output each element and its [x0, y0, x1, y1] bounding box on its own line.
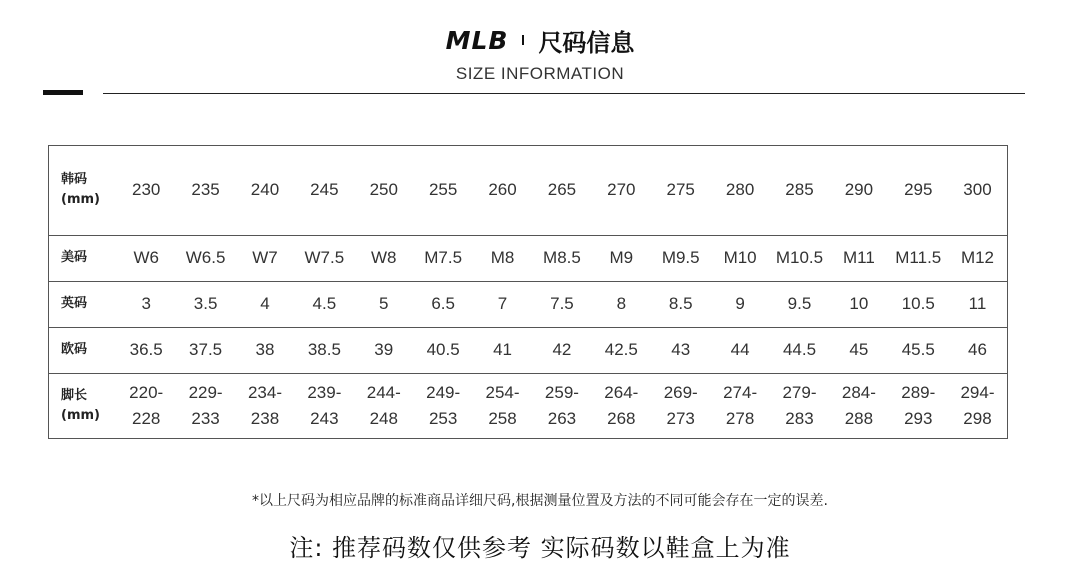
table-cell: 5 [354, 281, 413, 327]
table-cell: 9.5 [770, 281, 829, 327]
table-cell: W6.5 [176, 235, 235, 281]
table-cell: 40.5 [413, 327, 472, 373]
table-row [49, 374, 1008, 439]
table-cell: M10 [710, 235, 769, 281]
table-cell: 290 [829, 146, 888, 236]
table-cell: 275 [651, 146, 710, 236]
table-cell: 280 [710, 146, 769, 236]
row-label: 欧码 [49, 327, 117, 373]
table-cell: 43 [651, 327, 710, 373]
table-cell: 300 [948, 146, 1008, 236]
table-cell: 269- 273 [651, 374, 710, 439]
table-cell: 46 [948, 327, 1008, 373]
table-cell: 4 [235, 281, 294, 327]
table-cell: 8.5 [651, 281, 710, 327]
size-table [48, 145, 1008, 439]
table-cell: 230 [117, 146, 176, 236]
table-row [49, 235, 1008, 281]
table-cell: 10 [829, 281, 888, 327]
page-subtitle: SIZE INFORMATION [455, 64, 625, 83]
table-cell: W7 [235, 235, 294, 281]
row-label: 英码 [49, 281, 117, 327]
table-cell: 245 [295, 146, 354, 236]
table-cell: 37.5 [176, 327, 235, 373]
table-cell: 265 [532, 146, 591, 236]
table-row [49, 327, 1008, 373]
table-cell: 4.5 [295, 281, 354, 327]
table-cell: 11 [948, 281, 1008, 327]
table-row [49, 146, 1008, 236]
table-cell: 289- 293 [889, 374, 948, 439]
header [0, 22, 1080, 84]
table-cell: 10.5 [889, 281, 948, 327]
table-cell: M12 [948, 235, 1008, 281]
page-title: 尺码信息 [538, 28, 635, 57]
size-table-body [49, 146, 1008, 439]
table-cell: 239- 243 [295, 374, 354, 439]
table-cell: 294- 298 [948, 374, 1008, 439]
table-cell: 249- 253 [413, 374, 472, 439]
header-rule-accent [43, 90, 83, 95]
table-cell: 45 [829, 327, 888, 373]
table-cell: 42.5 [592, 327, 651, 373]
reference-note: 注: 推荐码数仅供参考 实际码数以鞋盒上为准 [289, 534, 791, 562]
table-cell: 240 [235, 146, 294, 236]
table-cell: 274- 278 [710, 374, 769, 439]
row-label: 脚长 (mm) [49, 374, 117, 439]
table-cell: 38 [235, 327, 294, 373]
table-cell: 235 [176, 146, 235, 236]
table-cell: 244- 248 [354, 374, 413, 439]
table-cell: W7.5 [295, 235, 354, 281]
table-cell: 255 [413, 146, 472, 236]
table-cell: 45.5 [889, 327, 948, 373]
table-cell: 3.5 [176, 281, 235, 327]
table-cell: 264- 268 [592, 374, 651, 439]
disclaimer-note: *以上尺码为相应品牌的标准商品详细尺码,根据测量位置及方法的不同可能会存在一定的误差. [252, 493, 828, 509]
table-cell: M8.5 [532, 235, 591, 281]
table-cell: 229- 233 [176, 374, 235, 439]
table-cell: M9.5 [651, 235, 710, 281]
table-cell: 42 [532, 327, 591, 373]
table-cell: 7.5 [532, 281, 591, 327]
table-cell: 285 [770, 146, 829, 236]
table-cell: 3 [117, 281, 176, 327]
table-cell: 295 [889, 146, 948, 236]
table-cell: M7.5 [413, 235, 472, 281]
table-cell: 250 [354, 146, 413, 236]
table-cell: M8 [473, 235, 532, 281]
table-cell: 260 [473, 146, 532, 236]
table-cell: 279- 283 [770, 374, 829, 439]
table-cell: 6.5 [413, 281, 472, 327]
table-cell: W6 [117, 235, 176, 281]
table-cell: M11.5 [889, 235, 948, 281]
table-cell: 9 [710, 281, 769, 327]
table-cell: 270 [592, 146, 651, 236]
table-cell: 220- 228 [117, 374, 176, 439]
row-label: 美码 [49, 235, 117, 281]
table-cell: 7 [473, 281, 532, 327]
table-cell: 254- 258 [473, 374, 532, 439]
table-cell: 44.5 [770, 327, 829, 373]
title-row [0, 22, 1080, 58]
table-cell: M9 [592, 235, 651, 281]
brand-logo: MLB [445, 25, 509, 55]
table-cell: 41 [473, 327, 532, 373]
table-cell: 259- 263 [532, 374, 591, 439]
table-cell: M10.5 [770, 235, 829, 281]
table-cell: W8 [354, 235, 413, 281]
table-row [49, 281, 1008, 327]
table-cell: 284- 288 [829, 374, 888, 439]
table-cell: 36.5 [117, 327, 176, 373]
table-cell: 38.5 [295, 327, 354, 373]
table-cell: 39 [354, 327, 413, 373]
title-separator [522, 35, 524, 45]
table-cell: 8 [592, 281, 651, 327]
table-cell: 44 [710, 327, 769, 373]
table-cell: M11 [829, 235, 888, 281]
row-label: 韩码 (mm) [49, 146, 117, 236]
header-rule [103, 93, 1025, 94]
table-cell: 234- 238 [235, 374, 294, 439]
